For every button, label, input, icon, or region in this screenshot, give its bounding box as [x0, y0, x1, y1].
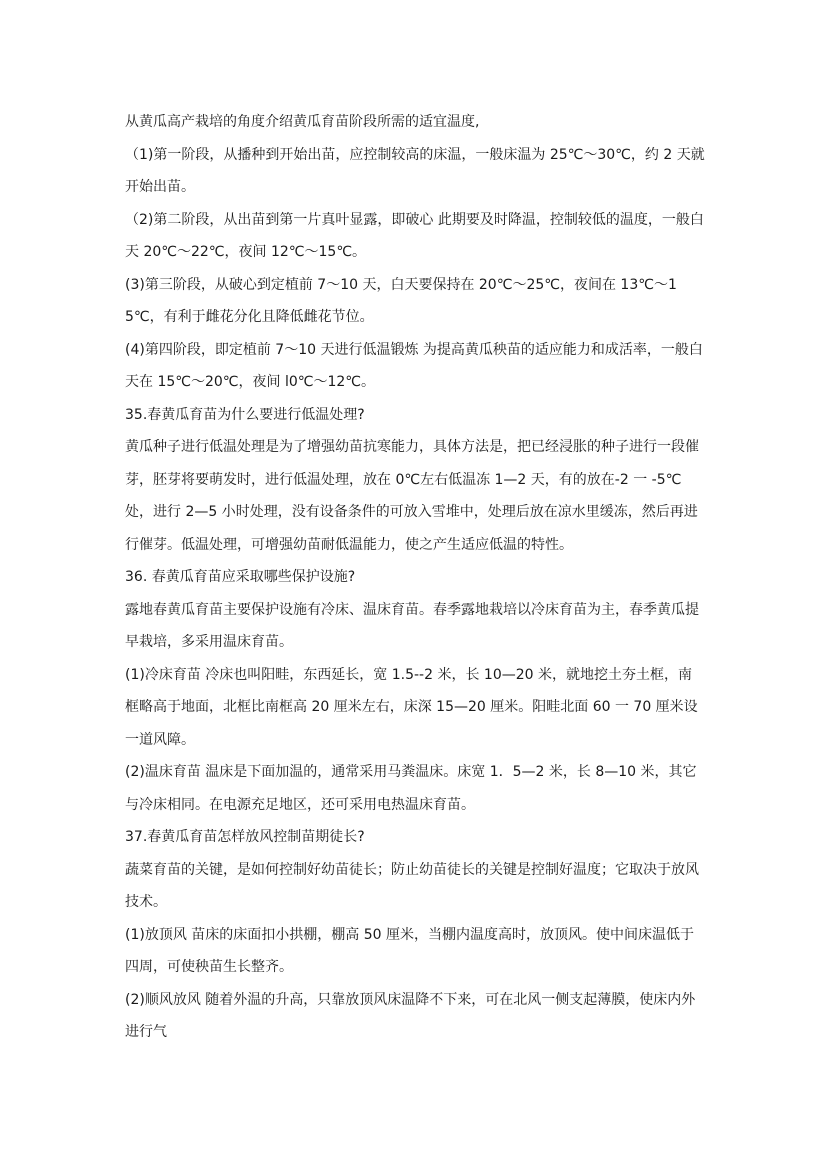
- document-body: [125, 106, 705, 1049]
- answer-35: 黄瓜种子进行低温处理是为了增强幼苗抗寒能力，具体方法是，把已经浸胀的种子进行一段催芽，胚芽将要萌发时，进行低温处理，放在 0℃左右低温冻 1—2 天，有的放在-2 一 -5℃处，进行 2—5 小时处理，没有设备条件的可放入雪堆中，处理后放在凉水里缓冻，然后再进行催芽。低温处理，可增强幼苗耐低温能力，使之产生适应低温的特性。: [125, 439, 699, 553]
- question-37-heading: 37.春黄瓜育苗怎样放风控制苗期徒长?: [125, 829, 365, 845]
- question-35-heading: 35.春黄瓜育苗为什么要进行低温处理?: [125, 406, 365, 423]
- paragraph-stage-2: （2)第二阶段，从出苗到第一片真叶显露，即破心 此期要及时降温，控制较低的温度，一般白天 20℃～22℃，夜间 12℃～15℃。: [125, 211, 704, 260]
- answer-37-intro: 蔬菜育苗的关键，是如何控制好幼苗徒长；防止幼苗徒长的关键是控制好温度；它取决于放风技术。: [125, 861, 699, 910]
- answer-36-cold-bed: (1)冷床育苗 冷床也叫阳畦，东西延长，宽 1.5--2 米，长 10—20 米，就地挖土夯土框，南框略高于地面，北框比南框高 20 厘米左右，床深 15—20 厘米。阳畦北面 60 一 70 厘米设一道风障。: [125, 666, 698, 748]
- paragraph-intro: 从黄瓜高产栽培的角度介绍黄瓜育苗阶段所需的适宜温度,: [125, 114, 480, 130]
- paragraph-stage-3: (3)第三阶段，从破心到定植前 7～10 天，白天要保持在 20℃～25℃，夜间在 13℃～15℃，有利于雌花分化且降低雌花节位。: [125, 276, 677, 325]
- answer-37-side-vent: (2)顺风放风 随着外温的升高，只靠放顶风床温降不下来，可在北风一侧支起薄膜，使床内外进行气: [125, 991, 696, 1040]
- answer-36-intro: 露地春黄瓜育苗主要保护设施有冷床、温床育苗。春季露地栽培以冷床育苗为主，春季黄瓜提早栽培，多采用温床育苗。: [125, 601, 699, 650]
- paragraph-stage-1: （1)第一阶段，从播种到开始出苗，应控制较高的床温，一般床温为 25℃～30℃，约 2 天就开始出苗。: [125, 146, 705, 195]
- paragraph-stage-4: (4)第四阶段，即定植前 7～10 天进行低温锻炼 为提高黄瓜秧苗的适应能力和成活率，一般白天在 15℃～20℃，夜间 l0℃～12℃。: [125, 341, 703, 390]
- answer-37-top-vent: (1)放顶风 苗床的床面扣小拱棚，棚高 50 厘米，当棚内温度高时，放顶风。使中间床温低于四周，可使秧苗生长整齐。: [125, 926, 694, 975]
- answer-36-hot-bed: (2)温床育苗 温床是下面加温的，通常采用马粪温床。床宽 1．5—2 米，长 8—10 米，其它与冷床相同。在电源充足地区，还可采用电热温床育苗。: [125, 764, 697, 813]
- question-36-heading: 36. 春黄瓜育苗应采取哪些保护设施?: [125, 569, 356, 585]
